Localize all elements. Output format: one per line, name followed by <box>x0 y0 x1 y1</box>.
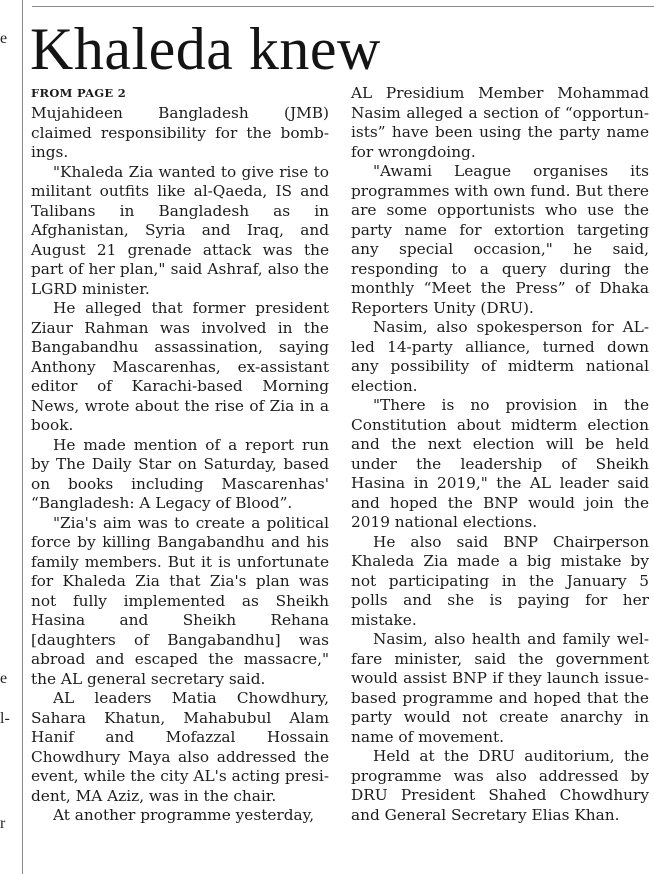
paragraph: Mujahideen Bangladesh (JMB) claimed responsibility for the bombings. <box>31 104 329 161</box>
paragraph: Nasim, also spokesperson for AL-led 14-party alliance, turned down any possibility of midterm national election. <box>351 318 649 395</box>
edge-fragment: r <box>0 815 6 832</box>
column-divider-left <box>22 0 23 874</box>
article-column-1 <box>31 104 329 826</box>
top-rule <box>32 6 654 7</box>
paragraph: Nasim, also health and family welfare minister, said the government would assist BNP if they launch issue-based programme and hoped that the party would not create anarchy in name of movement. <box>351 630 649 746</box>
edge-fragment: e <box>0 30 8 47</box>
edge-fragment: l- <box>0 710 10 727</box>
kicker-from-page: FROM PAGE 2 <box>31 86 127 100</box>
paragraph: "Zia's aim was to create a political force by killing Bangabandhu and his family members. But it is unfortunate for Khaleda Zia that Zia's plan was not fully implemented as Sheikh Hasina and Sheikh Rehana [daughters of Bangabandhu] was abroad and escaped the massacre," the AL general secretary said. <box>31 513 329 688</box>
paragraph: He also said BNP Chairperson Khaleda Zia made a big mistake by not participating in the January 5 polls and she is paying for her mistake. <box>351 532 649 629</box>
paragraph: "Khaleda Zia wanted to give rise to militant outfits like al-Qaeda, IS and Talibans in Bangladesh as in Afghanistan, Syria and Iraq, and August 21 grenade attack was the part of her plan," said Ashraf, also the LGRD minister. <box>31 162 329 298</box>
paragraph: Held at the DRU auditorium, the programme was also addressed by DRU President Shahed Chowdhury and General Secretary Elias Khan. <box>351 747 649 824</box>
headline: Khaleda knew <box>30 16 381 82</box>
paragraph: "Awami League organises its programmes with own fund. But there are some opportunists who use the party name for extortion targeting any special occasion," he said, responding to a query during the monthly “Meet the Press” of Dhaka Reporters Unity (DRU). <box>351 162 649 317</box>
paragraph: AL leaders Matia Chowdhury, Sahara Khatun, Mahabubul Alam Hanif and Mofazzal Hossain Chowdhury Maya also addressed the event, while the city AL's acting president, MA Aziz, was in the chair. <box>31 689 329 805</box>
paragraph: He alleged that former president Ziaur Rahman was involved in the Bangabandhu assassination, saying Anthony Mascarenhas, ex-assistant editor of Karachi-based Morning News, wrote about the rise of Zia in a book. <box>31 299 329 434</box>
article-column-2 <box>351 84 649 825</box>
paragraph: "There is no provision in the Constitution about midterm election and the next election will be held under the leadership of Sheikh Hasina in 2019," the AL leader said and hoped the BNP would join the 2019 national elections. <box>351 396 649 531</box>
paragraph: At another programme yesterday, <box>53 806 315 824</box>
edge-fragment: e <box>0 670 8 687</box>
paragraph: He made mention of a report run by The Daily Star on Saturday, based on books including Mascarenhas' “Bangladesh: A Legacy of Blood”. <box>31 435 329 512</box>
paragraph: AL Presidium Member Mohammad Nasim alleged a section of “opportunists” have been using the party name for wrongdoing. <box>351 84 649 161</box>
